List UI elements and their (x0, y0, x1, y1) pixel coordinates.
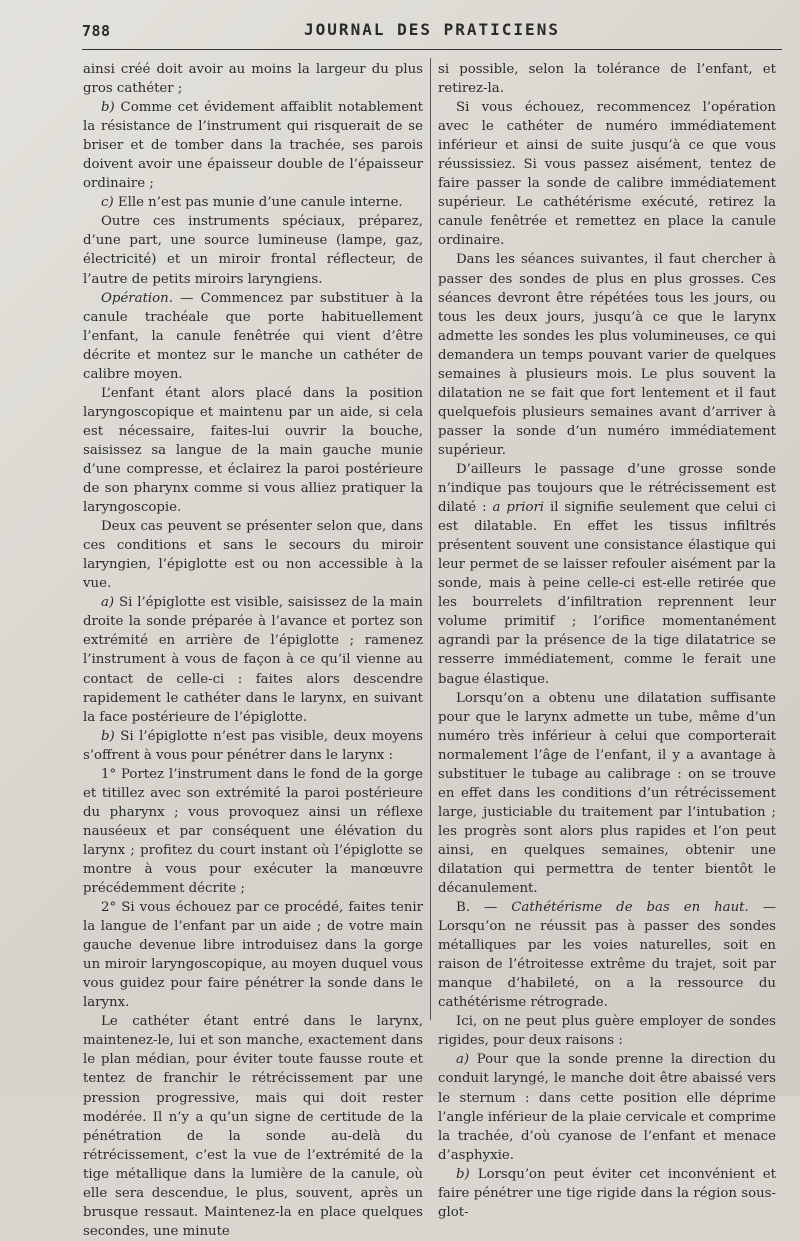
paragraph (83, 765, 423, 898)
paragraph (438, 1050, 776, 1164)
paragraph-text: 2° Si vous échouez par ce procédé, faites tenir la langue de l’enfant par un aide ; de votre main gauche devenue libre introduisez dans la gorge un miroir laryngoscopique, au moyen duquel vous vous guidez pour faire pénétrer la sonde dans le larynx. (83, 900, 423, 1011)
running-head: JOURNAL DES PRATICIENS (304, 20, 560, 39)
paragraph-text: Lorsqu’on a obtenu une dilatation suffisante pour que le larynx admette un tube, même d’un numéro très inférieur à celui que comporterait normalement l’âge de l’enfant, il y a avantage à substituer le tubage au calibrage : on se trouve en effet dans les conditions d’un rétrécissement large, justiciable du traitement par l’intubation ; les progrès sont alors plus rapides et l’on peut ainsi, en quelques semaines, obtenir une dilatation qui permettra de tenter bientôt le décanulement. (438, 690, 776, 897)
paragraph-text: Deux cas peuvent se présenter selon que, dans ces conditions et sans le secours du miroir laryngien, l’épiglotte est ou non accessible à la vue. (83, 519, 423, 592)
paragraph-text: Ici, on ne peut plus guère employer de sondes rigides, pour deux raisons : (438, 1014, 776, 1049)
paragraph-text: Si l’épiglotte est visible, saisissez de la main droite la sonde préparée à l’avance et portez son extrémité en arrière de l’épiglotte ; ramenez l’instrument à vous de façon à ce qu’il vienne au contact de celle-ci : faites alors descendre rapidement le cathéter dans le larynx, en suivant la face postérieure de l’épiglotte. (83, 595, 423, 725)
right-column (438, 60, 777, 1220)
paragraph-text-tail: — Lorsqu’on ne réussit pas à passer des sondes métalliques par les voies naturelles, soit en raison de l’étroitesse extrême du trajet, soit par manque d’habileté, on a la ressource du cathétérisme rétrograde. (438, 900, 777, 1011)
paragraph (438, 60, 776, 98)
paragraph-italic: a priori (492, 500, 545, 516)
header-rule (82, 49, 782, 50)
paragraph (83, 98, 423, 193)
paragraph-lead: Opération. (101, 290, 173, 306)
paragraph (83, 212, 423, 288)
paragraph-text: ainsi créé doit avoir au moins la largeur du plus gros cathéter ; (83, 62, 423, 97)
column-divider (430, 58, 431, 1020)
paragraph (83, 193, 423, 212)
paragraph-text: Elle n’est pas munie d’une canule interne. (113, 195, 403, 211)
paragraph-text: D’ailleurs le passage d’une grosse sonde n’indique pas toujours que le rétrécissement est dilaté : (438, 461, 776, 516)
paragraph (83, 60, 423, 98)
paragraph-text: 1° Portez l’instrument dans le fond de la gorge et titillez avec son extrémité la paroi postérieure du pharynx ; vous provoquez ainsi un réflexe nauséeux et par conséquent une élévation du larynx ; profitez du court instant où l’épiglotte se montre à vous pour exécuter la manœuvre précédemment décrite ; (83, 766, 423, 897)
paragraph-lead: a) (456, 1052, 470, 1068)
paragraph-italic: Cathétérisme de bas en haut. (511, 900, 749, 916)
paragraph-text: L’enfant étant alors placé dans la position laryngoscopique et maintenu par un aide, si cela est nécessaire, faites-lui ouvrir la bouche, saisissez sa langue de la main gauche munie d’une compresse, et éclairez la paroi postérieure de son pharynx comme si vous alliez pratiquer la laryngoscopie. (83, 385, 423, 516)
paragraph-text-tail: il signifie seulement que celui ci est dilatable. En effet les tissus infiltrés présentent souvent une consistance élastique qui leur permet de se laisser refouler aisément par la sonde, mais à peine celle-ci est-elle retirée que les bourrelets d’infiltration reprennent leur volume primitif ; l’orifice momentanément agrandi par la présence de la tige dilatatrice se resserre immédiatement, comme le ferait une bague élastique. (438, 500, 777, 687)
paragraph (83, 898, 423, 1012)
paragraph-text: Lorsqu’on peut éviter cet inconvénient et faire pénétrer une tige rigide dans la région sous-glot- (438, 1166, 776, 1220)
paragraph-text: Comme cet évidement affaiblit notablement la résistance de l’instrument qui risquerait de se briser et de tomber dans la trachée, ses parois doivent avoir une épaisseur double de l’épaisseur ordinaire ; (83, 100, 423, 192)
paragraph-lead: a) (101, 595, 115, 611)
paragraph (83, 593, 423, 726)
paragraph-text: si possible, selon la tolérance de l’enfant, et retirez-la. (438, 62, 776, 97)
paragraph (83, 517, 423, 593)
left-column (83, 60, 423, 1239)
paragraph (438, 1012, 776, 1050)
page-number: 788 (82, 22, 111, 40)
paragraph (83, 289, 423, 384)
paragraph (438, 689, 776, 899)
paragraph (438, 250, 776, 460)
paragraph-text: Outre ces instruments spéciaux, préparez, d’une part, une source lumineuse (lampe, gaz, électricité) et un miroir frontal réflecteur, de l’autre de petits miroirs laryngiens. (83, 214, 423, 287)
paragraph (83, 1012, 423, 1241)
paragraph-text: Si vous échouez, recommencez l’opération avec le cathéter de numéro immédiatement inférieur et ainsi de suite jusqu’à ce que vous réussissiez. Si vous passez aisément, tentez de faire passer la sonde de calibre immédiatement supérieur. Le cathétérisme exécuté, retirez la canule fenêtrée et remettez en place la canule ordinaire. (438, 100, 776, 249)
paragraph (438, 898, 776, 1012)
paragraph (438, 98, 776, 250)
paragraph (83, 384, 423, 517)
paragraph-text: B. — (456, 900, 512, 916)
paragraph (83, 727, 423, 765)
paragraph-text: Si l’épiglotte n’est pas visible, deux moyens s’offrent à vous pour pénétrer dans le larynx : (83, 728, 423, 763)
paragraph-lead: c) (101, 195, 114, 211)
paragraph (438, 460, 776, 689)
page-header (82, 18, 782, 44)
paragraph-lead: b) (456, 1166, 470, 1182)
paragraph-text: Dans les séances suivantes, il faut chercher à passer des sondes de plus en plus grosses. Ces séances devront être répétées tous les jours, ou tous les deux jours, jusqu’à ce que le larynx admette les sondes les plus volumineuses, ce qui demandera un temps pouvant varier de quelques semaines à plusieurs mois. Le plus souvent la dilatation ne se fait que fort lentement et il faut quelquefois plusieurs semaines avant d’arriver à passer la sonde d’un numéro immédiatement supérieur. (438, 252, 776, 458)
paragraph-text: — Commencez par substituer à la canule trachéale que porte habituellement l’enfant, la canule fenêtrée qui vient d’être décrite et montez sur le manche un cathéter de calibre moyen. (83, 290, 423, 382)
paragraph-lead: b) (101, 100, 115, 116)
paragraph (438, 1165, 776, 1222)
paragraph-text: Pour que la sonde prenne la direction du conduit laryngé, le manche doit être abaissé vers le sternum : dans cette position elle déprime l’angle inférieur de la plaie cervicale et comprime la trachée, d’où cyanose de l’enfant et menace d’asphyxie. (438, 1052, 776, 1163)
paragraph-lead: b) (101, 728, 115, 744)
paragraph-text: Le cathéter étant entré dans le larynx, maintenez-le, lui et son manche, exactement dans le plan médian, pour éviter toute fausse route et tentez de franchir le rétrécissement par une pression progressive, mais qui doit rester modérée. Il n’y a qu’un signe de certitude de la pénétration de la sonde au-delà du rétrécissement, c’est la vue de l’extrémité de la tige métallique dans la lumière de la canule, où elle sera descendue, le plus, souvent, après un brusque ressaut. Maintenez-la en place quelques secondes, une minute (83, 1014, 423, 1239)
